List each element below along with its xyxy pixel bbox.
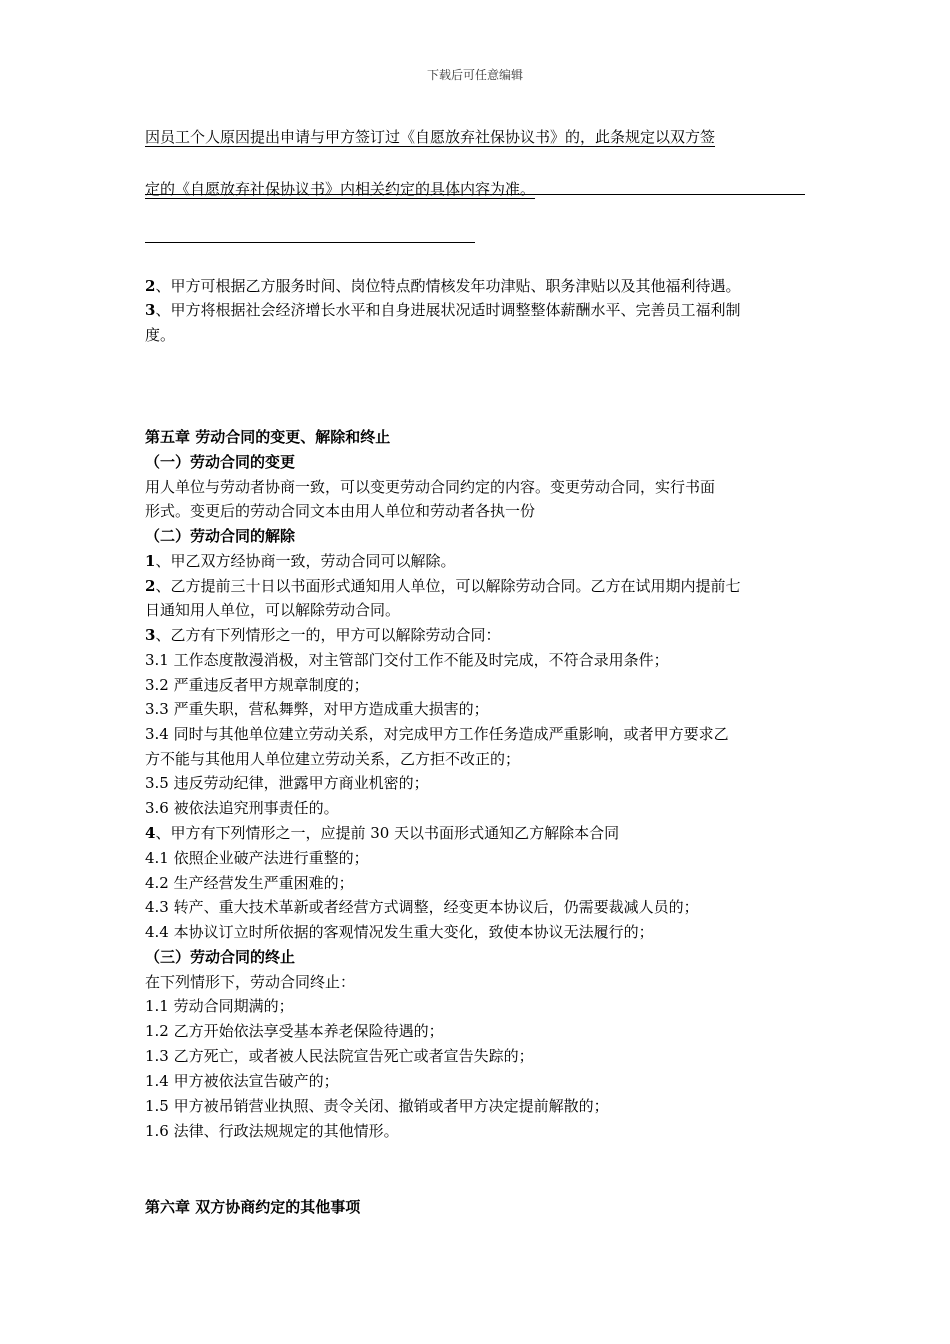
social-security-line-2: 定的《自愿放弃社保协议书》内相关约定的具体内容为准。 <box>145 180 536 198</box>
benefit-item-2 <box>145 276 740 296</box>
chapter-5-title: 第五章 劳动合同的变更、解除和终止 <box>145 428 391 446</box>
end-item-1-3: 1.3 乙方死亡，或者被人民法院宣告死亡或者宣告失踪的； <box>145 1047 534 1065</box>
item-number: 1 <box>145 552 156 570</box>
end-item-1-1: 1.1 劳动合同期满的； <box>145 997 294 1015</box>
sub-item-3-3: 3.3 严重失职，营私舞弊，对甲方造成重大损害的； <box>145 700 489 718</box>
sub-item-3-4-cont: 方不能与其他用人单位建立劳动关系，乙方拒不改正的； <box>145 750 521 768</box>
section-end-title: （三）劳动合同的终止 <box>145 948 296 966</box>
end-item-1-2: 1.2 乙方开始依法享受基本养老保险待遇的； <box>145 1022 444 1040</box>
sub-item-3-6: 3.6 被依法追究刑事责任的。 <box>145 799 339 817</box>
benefit-item-3-cont: 度。 <box>145 326 176 344</box>
item-number: 2 <box>145 277 156 295</box>
item-number: 4 <box>145 824 156 842</box>
sub-item-4-4: 4.4 本协议订立时所依据的客观情况发生重大变化，致使本协议无法履行的； <box>145 923 654 941</box>
sub-item-4-2: 4.2 生产经营发生严重困难的； <box>145 874 354 892</box>
item-number: 3 <box>145 626 156 644</box>
benefit-item-3 <box>145 300 740 320</box>
dissolution-item-3 <box>145 625 500 645</box>
item-text: 、甲乙双方经协商一致，劳动合同可以解除。 <box>155 552 456 570</box>
dissolution-item-1 <box>145 551 455 571</box>
dissolution-item-4 <box>145 823 619 843</box>
end-item-1-4: 1.4 甲方被依法宣告破产的； <box>145 1072 339 1090</box>
end-item-1-5: 1.5 甲方被吊销营业执照、责令关闭、撤销或者甲方决定提前解散的； <box>145 1097 609 1115</box>
sub-item-4-3: 4.3 转产、重大技术革新或者经营方式调整，经变更本协议后，仍需要裁减人员的； <box>145 898 699 916</box>
social-security-line-1: 因员工个人原因提出申请与甲方签订过《自愿放弃社保协议书》的，此条规定以双方签 <box>145 128 716 146</box>
end-item-1-6: 1.6 法律、行政法规规定的其他情形。 <box>145 1122 399 1140</box>
sub-item-3-2: 3.2 严重违反者甲方规章制度的； <box>145 676 369 694</box>
item-text: 、甲方将根据社会经济增长水平和自身进展状况适时调整整体薪酬水平、完善员工福利制 <box>155 301 741 319</box>
item-number: 2 <box>145 577 156 595</box>
chapter-6-title: 第六章 双方协商约定的其他事项 <box>145 1198 361 1216</box>
section-end-intro: 在下列情形下，劳动合同终止： <box>145 973 356 991</box>
section-change-para-2: 形式。变更后的劳动合同文本由用人单位和劳动者各执一份 <box>145 502 536 520</box>
dissolution-item-2-cont: 日通知用人单位，可以解除劳动合同。 <box>145 601 401 619</box>
sub-item-4-1: 4.1 依照企业破产法进行重整的； <box>145 849 369 867</box>
item-number: 3 <box>145 301 156 319</box>
page-header: 下载后可任意编辑 <box>426 68 523 82</box>
dissolution-item-2 <box>145 576 740 596</box>
blank-underline-rule <box>145 242 475 243</box>
sub-item-3-1: 3.1 工作态度散漫消极，对主管部门交付工作不能及时完成，不符合录用条件； <box>145 651 669 669</box>
item-text: 、甲方可根据乙方服务时间、岗位特点酌情核发年功津贴、职务津贴以及其他福利待遇。 <box>155 277 741 295</box>
item-text: 、甲方有下列情形之一，应提前 30 天以书面形式通知乙方解除本合同 <box>155 824 620 842</box>
item-text: 、乙方提前三十日以书面形式通知用人单位，可以解除劳动合同。乙方在试用期内提前七 <box>155 577 741 595</box>
underline-fill-rule <box>145 194 805 195</box>
sub-item-3-4: 3.4 同时与其他单位建立劳动关系，对完成甲方工作任务造成严重影响，或者甲方要求乙 <box>145 725 729 743</box>
section-change-title: （一）劳动合同的变更 <box>145 453 296 471</box>
section-termination-by-party-title: （二）劳动合同的解除 <box>145 527 296 545</box>
section-change-para-1: 用人单位与劳动者协商一致，可以变更劳动合同约定的内容。变更劳动合同，实行书面 <box>145 478 716 496</box>
item-text: 、乙方有下列情形之一的，甲方可以解除劳动合同： <box>155 626 501 644</box>
sub-item-3-5: 3.5 违反劳动纪律，泄露甲方商业机密的； <box>145 774 429 792</box>
